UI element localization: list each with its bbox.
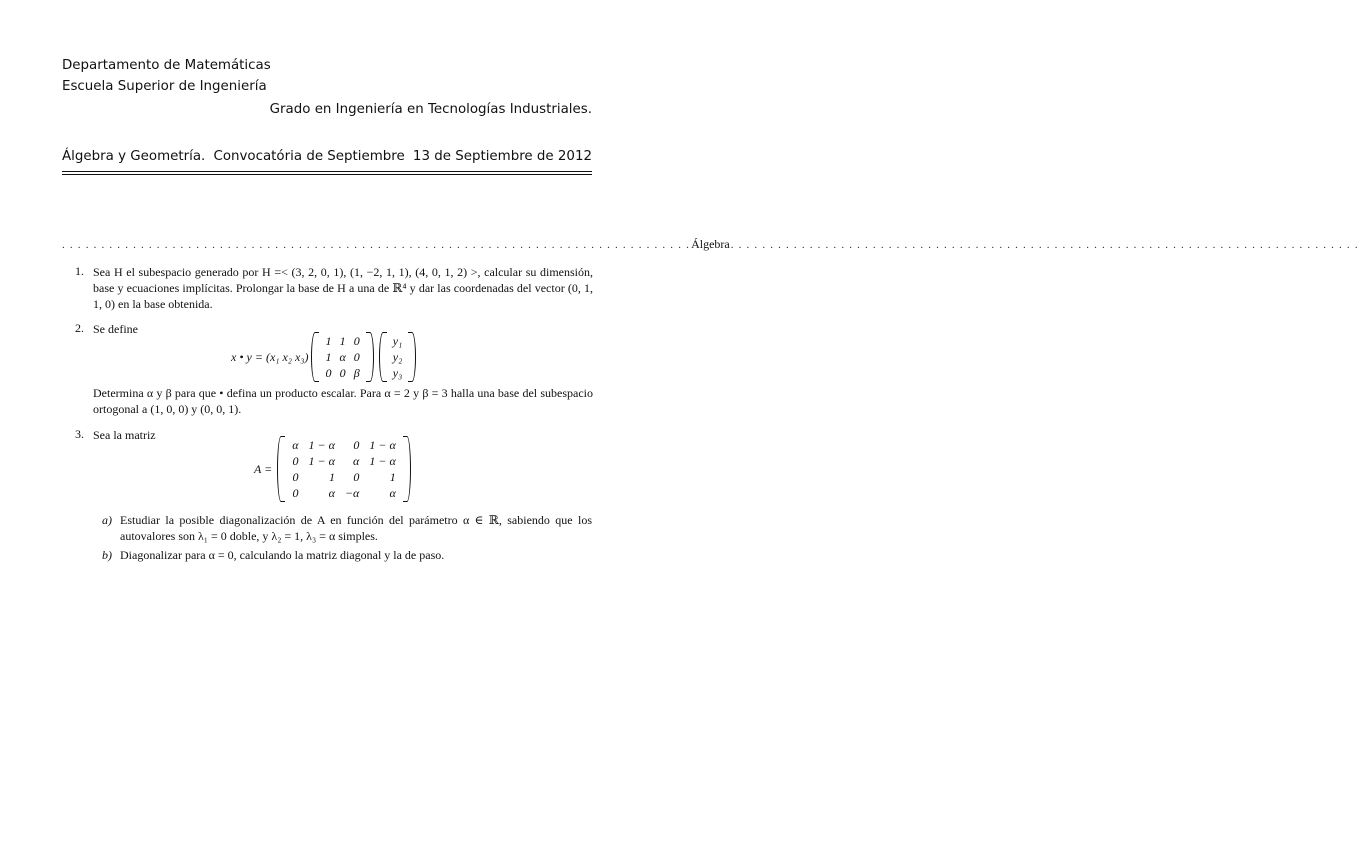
school-name: Escuela Superior de Ingeniería xyxy=(62,79,267,94)
vector-cell: y₁ xyxy=(392,334,403,348)
matrix-cell: 1 − α xyxy=(308,454,335,468)
matrix-cell: α xyxy=(339,350,346,364)
formula-lhs: x • y = (x₁ x₂ x₃) xyxy=(231,349,309,364)
matrix-cell: 1 xyxy=(325,350,332,364)
problem-2-text: Determina α y β para que • defina un producto escalar. Para α = 2 y β = 3 halla una base del subespacio ortogonal a (1, 0, 0) y (0, 0, 1). xyxy=(93,386,593,416)
matrix-cell: 0 xyxy=(339,366,346,380)
matrix-left-paren xyxy=(311,332,319,382)
y-vector xyxy=(389,333,407,381)
part-a-text: Estudiar la posible diagonalización de A en función del parámetro α ∈ ℝ, sabiendo que los autovalores son λ₁ = 0 doble, y λ₂ = 1, λ₃ = α simples. xyxy=(120,513,592,543)
matrix-cell: 0 xyxy=(353,350,360,364)
matrix-cell: α xyxy=(389,486,396,500)
vector-right-paren xyxy=(408,332,416,382)
matrix-cell: 0 xyxy=(353,334,360,348)
problem-3-intro: Sea la matriz xyxy=(93,428,156,442)
problem-3-matrix xyxy=(254,436,411,502)
matrix-cell: 0 xyxy=(292,486,299,500)
matrix-cell: 0 xyxy=(353,470,360,484)
exam-call: Convocatória de Septiembre xyxy=(213,149,405,164)
subject-name: Álgebra y Geometría. xyxy=(62,149,206,164)
matrix-lhs: A = xyxy=(254,461,273,476)
matrix-cell: α xyxy=(353,454,360,468)
matrix-cell: 1 xyxy=(339,334,346,348)
vector-cell: y₂ xyxy=(392,350,403,364)
exam-date: 13 de Septiembre de 2012 xyxy=(412,149,592,164)
part-b-text: Diagonalizar para α = 0, calculando la matriz diagonal y la de paso. xyxy=(120,548,445,562)
matrix-cell: −α xyxy=(344,486,360,500)
problem-2-intro: Se define xyxy=(93,322,138,336)
vector-cell: y₃ xyxy=(392,366,403,380)
matrix-cell: 0 xyxy=(325,366,332,380)
matrix-cell: 1 − α xyxy=(308,438,335,452)
matrix-cell: α xyxy=(328,486,335,500)
header-rule-thin xyxy=(62,174,592,175)
matrix-cell: 0 xyxy=(353,438,360,452)
matrix-cell: β xyxy=(353,366,360,380)
matrix-cell: 1 − α xyxy=(369,454,396,468)
section-heading xyxy=(62,237,1359,252)
dot-leader-left: . . . . . . . . . . . . . . . . . . . . . . . . . . . . . . . . . . . . . . . . . . . . . . . . . . . . . . . . . . . . . . . . . . . . . . . . . . . . . . . . xyxy=(62,239,691,251)
dot-leader-right: . . . . . . . . . . . . . . . . . . . . . . . . . . . . . . . . . . . . . . . . . . . . . . . . . . . . . . . . . . . . . . . . . . . . . . . . . . . . . . . . xyxy=(730,239,1359,251)
header-rule-thick xyxy=(62,171,592,172)
exam-info-row xyxy=(62,149,592,164)
problem-2-number: 2. xyxy=(75,321,84,335)
problem-1-number: 1. xyxy=(75,264,84,278)
problem-2-formula xyxy=(231,332,416,382)
metric-matrix xyxy=(321,333,363,381)
vector-left-paren xyxy=(379,332,387,382)
part-b-label: b) xyxy=(102,548,112,562)
matrix-cell: 1 xyxy=(389,470,396,484)
matrix-cell: 1 xyxy=(325,334,332,348)
matrix-cell: 1 xyxy=(328,470,335,484)
part-a-label: a) xyxy=(102,513,112,527)
section-title: Álgebra xyxy=(691,237,730,251)
matrix-right-paren xyxy=(403,436,411,502)
problem-1-text: Sea H el subespacio generado por H =< (3, 2, 0, 1), (1, −2, 1, 1), (4, 0, 1, 2) >, calcular su dimensión, base y ecuaciones implícitas. Prolongar la base de H a una de ℝ⁴ y dar las coordenadas del vector (0, 1, 1, 0) en la base obtenida. xyxy=(93,265,593,311)
matrix-right-paren xyxy=(366,332,374,382)
matrix-cell: 0 xyxy=(292,470,299,484)
matrix-cell: 0 xyxy=(292,454,299,468)
degree-name: Grado en Ingeniería en Tecnologías Industriales. xyxy=(269,102,592,117)
matrix-left-paren xyxy=(277,436,285,502)
matrix-cell: α xyxy=(292,438,299,452)
department-name: Departamento de Matemáticas xyxy=(62,58,271,73)
matrix-cell: 1 − α xyxy=(369,438,396,452)
matrix-A xyxy=(287,437,401,501)
problem-3-number: 3. xyxy=(75,427,84,441)
